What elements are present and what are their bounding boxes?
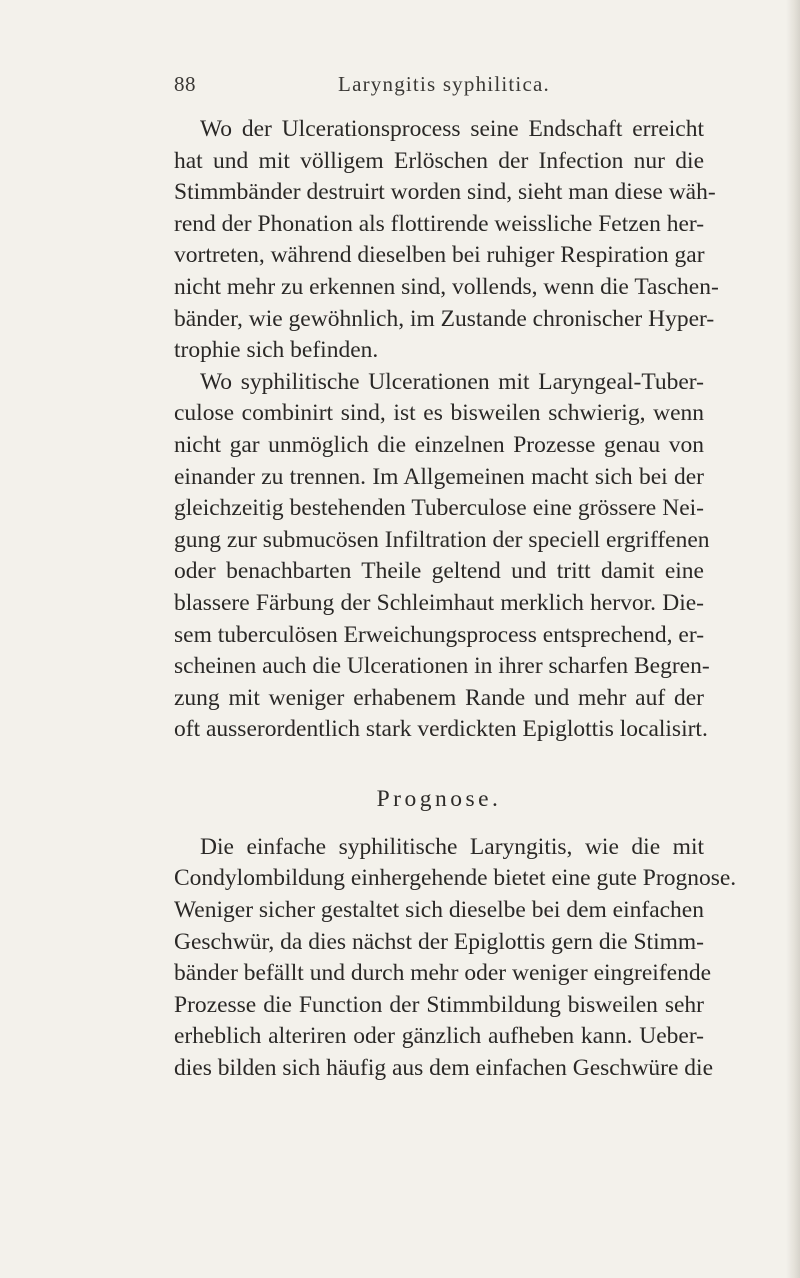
paragraph-tuberculosis-combination — [174, 367, 710, 746]
text-line: trophie sich befinden. — [174, 337, 379, 364]
text-line: oft ausserordentlich stark verdickten Epiglottis localisirt. — [174, 716, 708, 743]
text-line: einander zu trennen. Im Allgemeinen macht sich bei der — [174, 463, 704, 490]
body-text — [174, 114, 737, 1085]
page-number: 88 — [174, 72, 196, 96]
text-line: Prozesse die Function der Stimmbildung bisweilen sehr — [174, 991, 704, 1018]
text-line: Wo der Ulcerationsprocess seine Endschaft erreicht — [200, 116, 704, 142]
page-header — [174, 72, 714, 104]
text-line: gung zur submucösen Infiltration der speciell ergriffenen — [174, 526, 710, 553]
text-line: sem tuberculösen Erweichungsprocess entsprechend, er- — [174, 621, 705, 648]
text-line: oder benachbarten Theile geltend und tritt damit eine — [174, 558, 704, 585]
text-line: dies bilden sich häufig aus dem einfachen Geschwüre die — [174, 1055, 714, 1082]
text-line: gleichzeitig bestehenden Tuberculose eine grössere Nei- — [174, 495, 704, 522]
text-line: Die einfache syphilitische Laryngitis, wie die mit — [200, 833, 704, 860]
paragraph-ulceration-endstage — [174, 114, 719, 367]
section-heading-prognose: Prognose. — [376, 785, 502, 812]
text-line: Geschwür, da dies nächst der Epiglottis gern die Stimm- — [174, 928, 704, 955]
text-line: erheblich alteriren oder gänzlich aufheben kann. Ueber- — [174, 1023, 704, 1050]
text-line: Condylombildung einhergehende bietet eine gute Prognose. — [174, 865, 737, 892]
text-line: nicht mehr zu erkennen sind, vollends, wenn die Taschen- — [174, 273, 719, 300]
text-line: scheinen auch die Ulcerationen in ihrer scharfen Begren- — [174, 653, 710, 680]
text-line: blassere Färbung der Schleimhaut merklich hervor. Die- — [174, 589, 704, 616]
text-line: nicht gar unmöglich die einzelnen Prozesse genau von — [174, 431, 704, 458]
paragraph-prognosis — [174, 832, 737, 1085]
text-line: rend der Phonation als flottirende weissliche Fetzen her- — [174, 210, 705, 237]
page-edge-shadow — [786, 0, 800, 1278]
text-line: Wo syphilitische Ulcerationen mit Laryngeal-Tuber- — [200, 368, 704, 395]
text-line: Stimmbänder destruirt worden sind, sieht man diese wäh- — [174, 179, 716, 206]
text-line: vortreten, während dieselben bei ruhiger Respiration gar — [174, 242, 705, 269]
running-title: Laryngitis syphilitica. — [338, 72, 550, 96]
text-line: bänder befällt und durch mehr oder weniger eingreifende — [174, 960, 712, 987]
text-line: Weniger sicher gestaltet sich dieselbe bei dem einfachen — [174, 897, 704, 924]
text-line: culose combinirt sind, ist es bisweilen schwierig, wenn — [174, 400, 704, 427]
text-line: zung mit weniger erhabenem Rande und mehr auf der — [174, 684, 704, 711]
text-line: bänder, wie gewöhnlich, im Zustande chronischer Hyper- — [174, 305, 715, 332]
text-line: hat und mit völligem Erlöschen der Infection nur die — [174, 147, 704, 174]
